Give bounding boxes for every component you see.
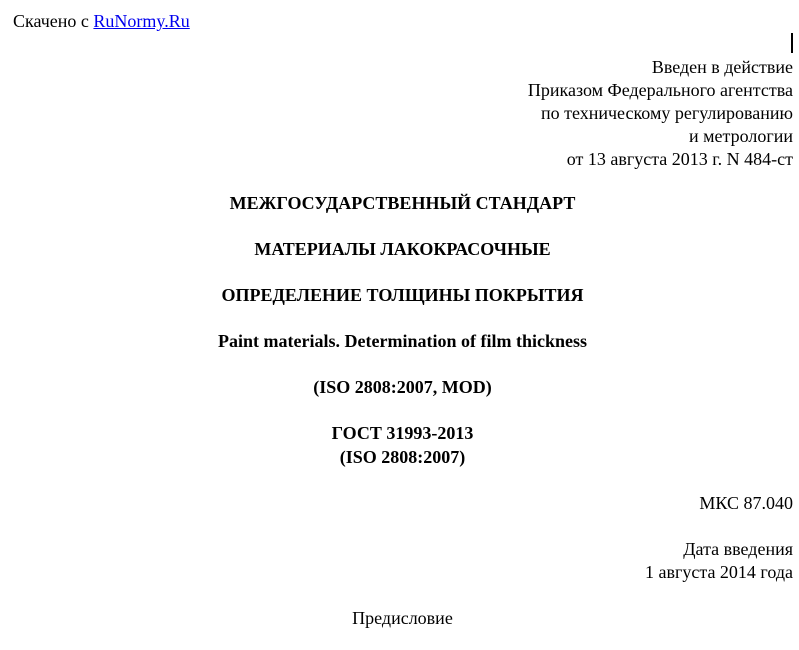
english-title: Paint materials. Determination of film thickness [218,331,587,351]
gost-number: ГОСТ 31993-2013 [331,423,474,443]
mks-code: МКС 87.040 [699,493,793,513]
standard-type-heading: МЕЖГОСУДАРСТВЕННЫЙ СТАНДАРТ [229,193,576,213]
section-title: Предисловие [352,608,453,628]
text-cursor [791,33,793,53]
intro-line: и метрологии [689,126,793,146]
iso-mod-reference: (ISO 2808:2007, MOD) [313,377,492,397]
effective-date-label: Дата введения [683,539,793,559]
title-heading-2: ОПРЕДЕЛЕНИЕ ТОЛЩИНЫ ПОКРЫТИЯ [221,285,584,305]
intro-line: от 13 августа 2013 г. N 484-ст [566,149,793,169]
download-notice [13,10,190,32]
intro-line: Введен в действие [651,57,793,77]
effective-date-value: 1 августа 2014 года [645,562,793,582]
introduction-block [528,56,793,171]
iso-reference: (ISO 2808:2007) [339,447,466,467]
runormy-link[interactable]: RuNormy.Ru [93,11,190,31]
download-notice-prefix: Скачено с [13,11,94,31]
intro-line: Приказом Федерального агентства [527,80,793,100]
intro-line: по техническому регулированию [540,103,793,123]
title-heading-1: МАТЕРИАЛЫ ЛАКОКРАСОЧНЫЕ [254,239,551,259]
